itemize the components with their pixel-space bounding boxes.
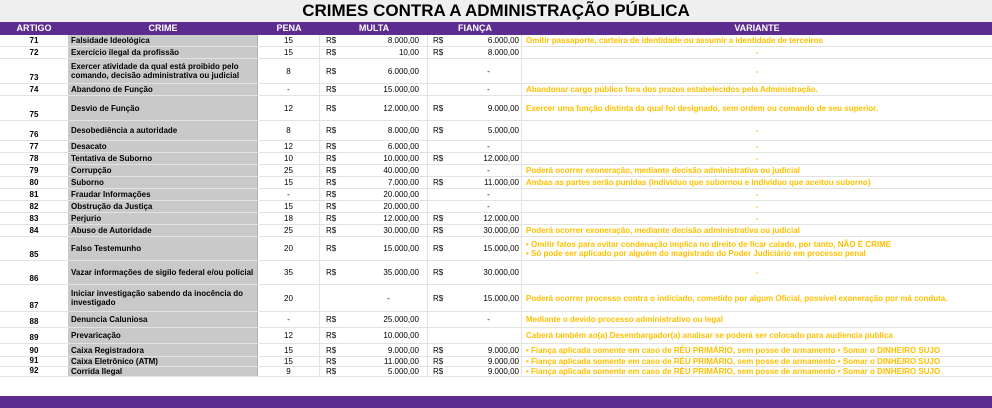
table-row bbox=[0, 237, 992, 261]
fianca-currency-cell: R$ bbox=[433, 345, 444, 355]
pena-cell: 15 bbox=[258, 357, 320, 366]
artigo-cell: 81 bbox=[29, 190, 39, 199]
table-row bbox=[0, 189, 992, 201]
variante-line: Mediante o devido processo administrativo ou legal bbox=[526, 315, 723, 324]
artigo-cell: 92 bbox=[29, 367, 39, 375]
multa-value-cell: 10.000,00 bbox=[350, 328, 428, 343]
pena-cell: - bbox=[258, 189, 320, 200]
artigo-cell: 83 bbox=[29, 214, 39, 223]
variante-line: Omitir passaporte, carteira de identidade ou assumir a identidade de terceiros bbox=[526, 36, 823, 45]
table-row bbox=[0, 328, 992, 344]
table-row bbox=[0, 312, 992, 328]
multa-value-cell: 5.000,00 bbox=[350, 367, 428, 376]
variante-cell bbox=[522, 189, 992, 200]
crime-cell: Denuncia Caluniosa bbox=[68, 312, 258, 327]
artigo-cell: 75 bbox=[29, 110, 39, 119]
multa-value-cell: 12.000,00 bbox=[350, 96, 428, 120]
fianca-currency-cell: R$ bbox=[433, 357, 444, 366]
variante-cell bbox=[522, 357, 992, 366]
variante-line: - bbox=[755, 190, 759, 199]
pena-cell: 35 bbox=[258, 261, 320, 284]
variante-line: • Fiança aplicada somente em caso de RÉU PRIMÁRIO, sem posse de armamento • Somar o DINHEIRO SUJO bbox=[526, 345, 941, 355]
variante-line: • Fiança aplicada somente em caso de RÉU PRIMÁRIO, sem posse de armamento • Somar o DINHEIRO SUJO bbox=[526, 367, 941, 376]
fianca-value-cell: 9.000,00 bbox=[456, 96, 522, 120]
artigo-cell: 87 bbox=[29, 301, 39, 310]
fianca-value-cell: - bbox=[456, 189, 522, 200]
variante-cell bbox=[522, 84, 992, 95]
multa-value-cell: - bbox=[350, 285, 428, 311]
artigo-cell: 88 bbox=[29, 317, 39, 326]
fianca-currency-cell bbox=[428, 328, 456, 343]
table-row bbox=[0, 35, 992, 47]
table-row bbox=[0, 165, 992, 177]
crime-cell: Tentativa de Suborno bbox=[68, 153, 258, 164]
fianca-value-cell: - bbox=[456, 141, 522, 152]
multa-value-cell: 6.000,00 bbox=[350, 59, 428, 83]
multa-value-cell: 10.000,00 bbox=[350, 153, 428, 164]
fianca-value-cell: 5.000,00 bbox=[456, 121, 522, 140]
fianca-value-cell bbox=[456, 328, 522, 343]
variante-line: - bbox=[755, 126, 759, 135]
column-header-multa: MULTA bbox=[358, 23, 390, 33]
multa-value-cell: 8.000,00 bbox=[350, 35, 428, 46]
pena-cell: 9 bbox=[258, 367, 320, 376]
multa-value-cell: 11.000,00 bbox=[350, 357, 428, 366]
crime-cell: Abandono de Função bbox=[68, 84, 258, 95]
variante-cell bbox=[522, 201, 992, 212]
pena-cell: 8 bbox=[258, 59, 320, 83]
fianca-currency-cell bbox=[428, 189, 456, 200]
fianca-value-cell: 30.000,00 bbox=[456, 225, 522, 236]
crime-cell: Suborno bbox=[68, 177, 258, 188]
crime-cell: Caixa Registradora bbox=[68, 344, 258, 356]
pena-cell: 8 bbox=[258, 121, 320, 140]
table-row bbox=[0, 201, 992, 213]
variante-cell bbox=[522, 285, 992, 311]
table-row bbox=[0, 121, 992, 141]
multa-currency-cell: R$ bbox=[326, 126, 337, 135]
fianca-currency-cell: R$ bbox=[433, 367, 444, 376]
multa-value-cell: 40.000,00 bbox=[350, 165, 428, 176]
multa-value-cell: 15.000,00 bbox=[350, 84, 428, 95]
multa-currency-cell: R$ bbox=[326, 154, 337, 163]
variante-line: Abandonar cargo público fora dos prazos estabelecidos pela Administração. bbox=[526, 85, 818, 94]
table-row bbox=[0, 285, 992, 312]
artigo-cell: 82 bbox=[29, 202, 39, 211]
table-row bbox=[0, 177, 992, 189]
multa-value-cell: 10,00 bbox=[350, 47, 428, 58]
pena-cell: 15 bbox=[258, 177, 320, 188]
pena-cell: 15 bbox=[258, 344, 320, 356]
crime-cell: Exercício ilegal da profissão bbox=[68, 47, 258, 58]
column-header-fianca: FIANÇA bbox=[458, 23, 492, 33]
artigo-cell: 72 bbox=[29, 48, 39, 57]
table-row bbox=[0, 84, 992, 96]
variante-line: • Só pode ser aplicado por alguém do magistrado do Poder Judiciário em processo penal bbox=[526, 248, 866, 258]
fianca-value-cell: 12.000,00 bbox=[456, 213, 522, 224]
fianca-currency-cell: R$ bbox=[433, 244, 444, 253]
multa-currency-cell: R$ bbox=[326, 36, 337, 45]
table-row bbox=[0, 261, 992, 285]
multa-value-cell: 35.000,00 bbox=[350, 261, 428, 284]
multa-value-cell: 20.000,00 bbox=[350, 189, 428, 200]
multa-currency-cell: R$ bbox=[326, 103, 337, 113]
variante-line: Exercer uma função distinta da qual foi designado, sem ordem ou comando de seu superior. bbox=[526, 103, 879, 113]
fianca-currency-cell: R$ bbox=[433, 178, 444, 187]
artigo-cell: 78 bbox=[29, 154, 39, 163]
fianca-currency-cell: R$ bbox=[433, 293, 444, 303]
multa-value-cell: 15.000,00 bbox=[350, 237, 428, 260]
pena-cell: 15 bbox=[258, 35, 320, 46]
pena-cell: 20 bbox=[258, 237, 320, 260]
fianca-value-cell: 11.000,00 bbox=[456, 177, 522, 188]
artigo-cell: 86 bbox=[29, 274, 39, 283]
multa-value-cell: 7.000,00 bbox=[350, 177, 428, 188]
pena-cell: 10 bbox=[258, 153, 320, 164]
crime-cell: Desacato bbox=[68, 141, 258, 152]
crime-cell: Vazar informações de sigilo federal e/ou policial bbox=[68, 261, 258, 284]
fianca-value-cell: - bbox=[456, 59, 522, 83]
variante-line: - bbox=[755, 48, 759, 57]
crime-cell: Desobediência a autoridade bbox=[68, 121, 258, 140]
crime-cell: Perjurio bbox=[68, 213, 258, 224]
fianca-currency-cell: R$ bbox=[433, 214, 444, 223]
multa-currency-cell: R$ bbox=[326, 367, 337, 376]
multa-currency-cell: R$ bbox=[326, 166, 337, 175]
column-header-crime: CRIME bbox=[148, 23, 178, 33]
fianca-value-cell: 15.000,00 bbox=[456, 285, 522, 311]
pena-cell: 12 bbox=[258, 96, 320, 120]
pena-cell: - bbox=[258, 312, 320, 327]
multa-currency-cell: R$ bbox=[326, 331, 337, 340]
column-header-pena: PENA bbox=[276, 23, 302, 33]
variante-line: • Omitir fatos para evitar condenação implica no direito de ficar calado, por tanto, NÃO É CRIME bbox=[526, 239, 892, 249]
multa-value-cell: 8.000,00 bbox=[350, 121, 428, 140]
crime-cell: Abuso de Autoridade bbox=[68, 225, 258, 236]
table-row bbox=[0, 47, 992, 59]
table-row bbox=[0, 96, 992, 121]
fianca-value-cell: - bbox=[456, 312, 522, 327]
variante-cell bbox=[522, 165, 992, 176]
pena-cell: 15 bbox=[258, 47, 320, 58]
variante-line: • Fiança aplicada somente em caso de RÉU PRIMÁRIO, sem posse de armamento • Somar o DINHEIRO SUJO bbox=[526, 357, 941, 366]
multa-currency-cell: R$ bbox=[326, 85, 337, 94]
multa-currency-cell: R$ bbox=[326, 345, 337, 355]
pena-cell: 15 bbox=[258, 201, 320, 212]
fianca-currency-cell: R$ bbox=[433, 36, 444, 45]
artigo-cell: 73 bbox=[29, 73, 39, 82]
variante-cell bbox=[522, 47, 992, 58]
fianca-currency-cell: R$ bbox=[433, 126, 444, 135]
fianca-currency-cell bbox=[428, 84, 456, 95]
multa-currency-cell: R$ bbox=[326, 315, 337, 324]
fianca-value-cell: 30.000,00 bbox=[456, 261, 522, 284]
pena-cell: 20 bbox=[258, 285, 320, 311]
crime-cell: Falsidade Ideológica bbox=[68, 35, 258, 46]
table-row bbox=[0, 357, 992, 367]
table-row bbox=[0, 344, 992, 357]
pena-cell: 12 bbox=[258, 141, 320, 152]
fianca-currency-cell: R$ bbox=[433, 103, 444, 113]
variante-cell bbox=[522, 328, 992, 343]
variante-cell bbox=[522, 237, 992, 260]
variante-cell bbox=[522, 153, 992, 164]
variante-cell bbox=[522, 261, 992, 284]
artigo-cell: 85 bbox=[29, 250, 39, 259]
fianca-value-cell: - bbox=[456, 84, 522, 95]
column-header-artigo: ARTIGO bbox=[16, 23, 52, 33]
fianca-currency-cell bbox=[428, 59, 456, 83]
fianca-value-cell: - bbox=[456, 201, 522, 212]
artigo-cell: 77 bbox=[29, 142, 39, 151]
crime-cell: Obstrução da Justiça bbox=[68, 201, 258, 212]
variante-line: Ambas as partes serão punidas (indivíduo que subornou e indivíduo que aceitou suborno) bbox=[526, 178, 871, 187]
crime-cell: Fraudar Informações bbox=[68, 189, 258, 200]
multa-currency-cell: R$ bbox=[326, 226, 337, 235]
footer-bar bbox=[0, 396, 992, 408]
artigo-cell: 79 bbox=[29, 166, 39, 175]
variante-cell bbox=[522, 35, 992, 46]
fianca-value-cell: - bbox=[456, 165, 522, 176]
multa-value-cell: 12.000,00 bbox=[350, 213, 428, 224]
multa-value-cell: 6.000,00 bbox=[350, 141, 428, 152]
variante-line: - bbox=[755, 154, 759, 163]
variante-cell bbox=[522, 312, 992, 327]
table-row bbox=[0, 367, 992, 377]
variante-cell bbox=[522, 367, 992, 376]
fianca-value-cell: 9.000,00 bbox=[456, 357, 522, 366]
table-row bbox=[0, 213, 992, 225]
multa-currency-cell: R$ bbox=[326, 178, 337, 187]
artigo-cell: 76 bbox=[29, 130, 39, 139]
artigo-cell: 89 bbox=[29, 333, 39, 342]
variante-line: - bbox=[755, 214, 759, 223]
multa-currency-cell bbox=[320, 285, 350, 311]
artigo-cell: 90 bbox=[29, 346, 39, 355]
artigo-cell: 74 bbox=[29, 85, 39, 94]
crime-cell: Falso Testemunho bbox=[68, 237, 258, 260]
multa-value-cell: 30.000,00 bbox=[350, 225, 428, 236]
fianca-currency-cell bbox=[428, 165, 456, 176]
table-row bbox=[0, 141, 992, 153]
variante-cell bbox=[522, 121, 992, 140]
variante-line: Caberá também ao(a) Desembargador(a) analisar se poderá ser colocado para audiencia publica bbox=[526, 331, 893, 340]
pena-cell: - bbox=[258, 84, 320, 95]
variante-cell bbox=[522, 141, 992, 152]
fianca-value-cell: 6.000,00 bbox=[456, 35, 522, 46]
variante-cell bbox=[522, 225, 992, 236]
fianca-currency-cell bbox=[428, 201, 456, 212]
variante-cell bbox=[522, 96, 992, 120]
fianca-currency-cell: R$ bbox=[433, 154, 444, 163]
variante-line: Poderá ocorrer processo contra o indiciado, cometido por algum Oficial, possível exoneração por má conduta. bbox=[526, 293, 948, 303]
crime-cell: Prevaricação bbox=[68, 328, 258, 343]
table-row bbox=[0, 59, 992, 84]
artigo-cell: 84 bbox=[29, 226, 39, 235]
table-header bbox=[0, 22, 992, 35]
multa-currency-cell: R$ bbox=[326, 142, 337, 151]
multa-currency-cell: R$ bbox=[326, 48, 337, 57]
variante-line: - bbox=[755, 142, 759, 151]
variante-line: Poderá ocorrer exoneração, mediante decisão administrativa ou judicial bbox=[526, 166, 800, 175]
fianca-value-cell: 15.000,00 bbox=[456, 237, 522, 260]
variante-cell bbox=[522, 213, 992, 224]
page-title: CRIMES CONTRA A ADMINISTRAÇÃO PÚBLICA bbox=[0, 0, 992, 22]
multa-currency-cell: R$ bbox=[326, 244, 337, 253]
multa-value-cell: 20.000,00 bbox=[350, 201, 428, 212]
variante-line: - bbox=[755, 66, 759, 76]
crime-cell: Exercer atividade da qual está proibido pelo comando, decisão administrativa ou judicial bbox=[68, 59, 258, 83]
artigo-cell: 71 bbox=[29, 36, 39, 45]
crime-cell: Caixa Eletrônico (ATM) bbox=[68, 357, 258, 366]
variante-line: - bbox=[755, 268, 759, 277]
fianca-value-cell: 9.000,00 bbox=[456, 344, 522, 356]
multa-currency-cell: R$ bbox=[326, 357, 337, 366]
multa-currency-cell: R$ bbox=[326, 190, 337, 199]
fianca-currency-cell bbox=[428, 312, 456, 327]
artigo-cell: 91 bbox=[29, 357, 39, 365]
pena-cell: 25 bbox=[258, 225, 320, 236]
fianca-value-cell: 12.000,00 bbox=[456, 153, 522, 164]
multa-currency-cell: R$ bbox=[326, 66, 337, 76]
crime-cell: Corrida Ilegal bbox=[68, 367, 258, 376]
multa-currency-cell: R$ bbox=[326, 214, 337, 223]
table-row bbox=[0, 225, 992, 237]
column-header-variante: VARIANTE bbox=[734, 23, 780, 33]
variante-line: Poderá ocorrer exoneração, mediante decisão administrativa ou judicial bbox=[526, 226, 800, 235]
pena-cell: 18 bbox=[258, 213, 320, 224]
fianca-currency-cell: R$ bbox=[433, 268, 444, 277]
artigo-cell: 80 bbox=[29, 178, 39, 187]
crime-cell: Iniciar investigação sabendo da inocência do investigado bbox=[68, 285, 258, 311]
multa-currency-cell: R$ bbox=[326, 202, 337, 211]
crime-cell: Desvio de Função bbox=[68, 96, 258, 120]
fianca-currency-cell: R$ bbox=[433, 226, 444, 235]
multa-currency-cell: R$ bbox=[326, 268, 337, 277]
fianca-currency-cell: R$ bbox=[433, 48, 444, 57]
fianca-value-cell: 8.000,00 bbox=[456, 47, 522, 58]
variante-cell bbox=[522, 177, 992, 188]
fianca-currency-cell bbox=[428, 141, 456, 152]
variante-cell bbox=[522, 344, 992, 356]
fianca-value-cell: 9.000,00 bbox=[456, 367, 522, 376]
variante-cell bbox=[522, 59, 992, 83]
variante-line: - bbox=[755, 202, 759, 211]
multa-value-cell: 9.000,00 bbox=[350, 344, 428, 356]
multa-value-cell: 25.000,00 bbox=[350, 312, 428, 327]
table-row bbox=[0, 153, 992, 165]
pena-cell: 25 bbox=[258, 165, 320, 176]
crime-cell: Corrupção bbox=[68, 165, 258, 176]
pena-cell: 12 bbox=[258, 328, 320, 343]
